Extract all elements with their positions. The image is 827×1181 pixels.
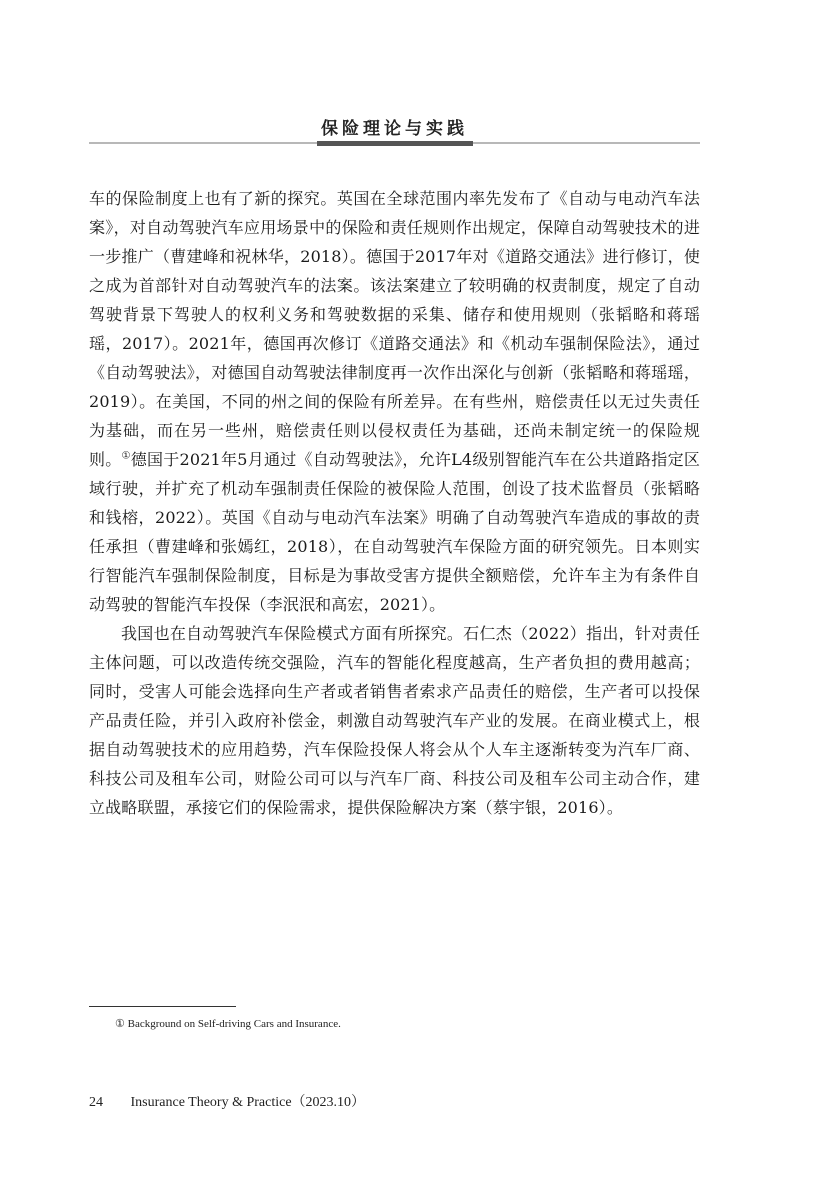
running-header <box>89 104 700 148</box>
footnote: ① Background on Self-driving Cars and Insurance. <box>115 1018 341 1030</box>
footnote-marker[interactable]: ① <box>121 450 131 462</box>
header-title: 保险理论与实践 <box>321 119 468 139</box>
paragraph-1 <box>89 184 700 619</box>
body-text <box>89 184 700 822</box>
header-rule-accent <box>317 141 473 146</box>
paragraph-1-part-1: 车的保险制度上也有了新的探究。英国在全球范围内率先发布了《自动与电动汽车法案》，对自动驾驶汽车应用场景中的保险和责任规则作出规定，保障自动驾驶技术的进一步推广（曹建峰和祝林华，2018）。德国于2017年对《道路交通法》进行修订，使之成为首部针对自动驾驶汽车的法案。该法案建立了较明确的权责制度，规定了自动驾驶背景下驾驶人的权利义务和驾驶数据的采集、储存和使用规则（张韬略和蒋瑶瑶，2017）。2021年，德国再次修订《道路交通法》和《机动车强制保险法》，通过《自动驾驶法》，对德国自动驾驶法律制度再一次作出深化与创新（张韬略和蒋瑶瑶，2019）。在美国，不同的州之间的保险有所差异。在有些州，赔偿责任以无过失责任为基础，而在另一些州，赔偿责任则以侵权责任为基础，还尚未制定统一的保险规则。 <box>89 189 700 469</box>
paragraph-1-part-2: 德国于2021年5月通过《自动驾驶法》，允许L4级别智能汽车在公共道路指定区域行驶，并扩充了机动车强制责任保险的被保险人范围，创设了技术监督员（张韬略和钱榕，2022）。英国《自动与电动汽车法案》明确了自动驾驶汽车造成的事故的责任承担（曹建峰和张嫣红，2018），在自动驾驶汽车保险方面的研究领先。日本则实行智能汽车强制保险制度，目标是为事故受害方提供全额赔偿，允许车主为有条件自动驾驶的智能汽车投保（李泯泯和高宏，2021）。 <box>89 450 700 614</box>
page-footer <box>89 1091 365 1111</box>
journal-name: Insurance Theory & Practice（2023.10） <box>130 1095 366 1110</box>
footnote-separator <box>89 1006 236 1007</box>
paragraph-2: 我国也在自动驾驶汽车保险模式方面有所探究。石仁杰（2022）指出，针对责任主体问题，可以改造传统交强险，汽车的智能化程度越高，生产者负担的费用越高；同时，受害人可能会选择向生产者或者销售者索求产品责任的赔偿，生产者可以投保产品责任险，并引入政府补偿金，刺激自动驾驶汽车产业的发展。在商业模式上，根据自动驾驶技术的应用趋势，汽车保险投保人将会从个人车主逐渐转变为汽车厂商、科技公司及租车公司，财险公司可以与汽车厂商、科技公司及租车公司主动合作，建立战略联盟，承接它们的保险需求，提供保险解决方案（蔡宇银，2016）。 <box>89 624 700 817</box>
page-number: 24 <box>89 1095 103 1110</box>
